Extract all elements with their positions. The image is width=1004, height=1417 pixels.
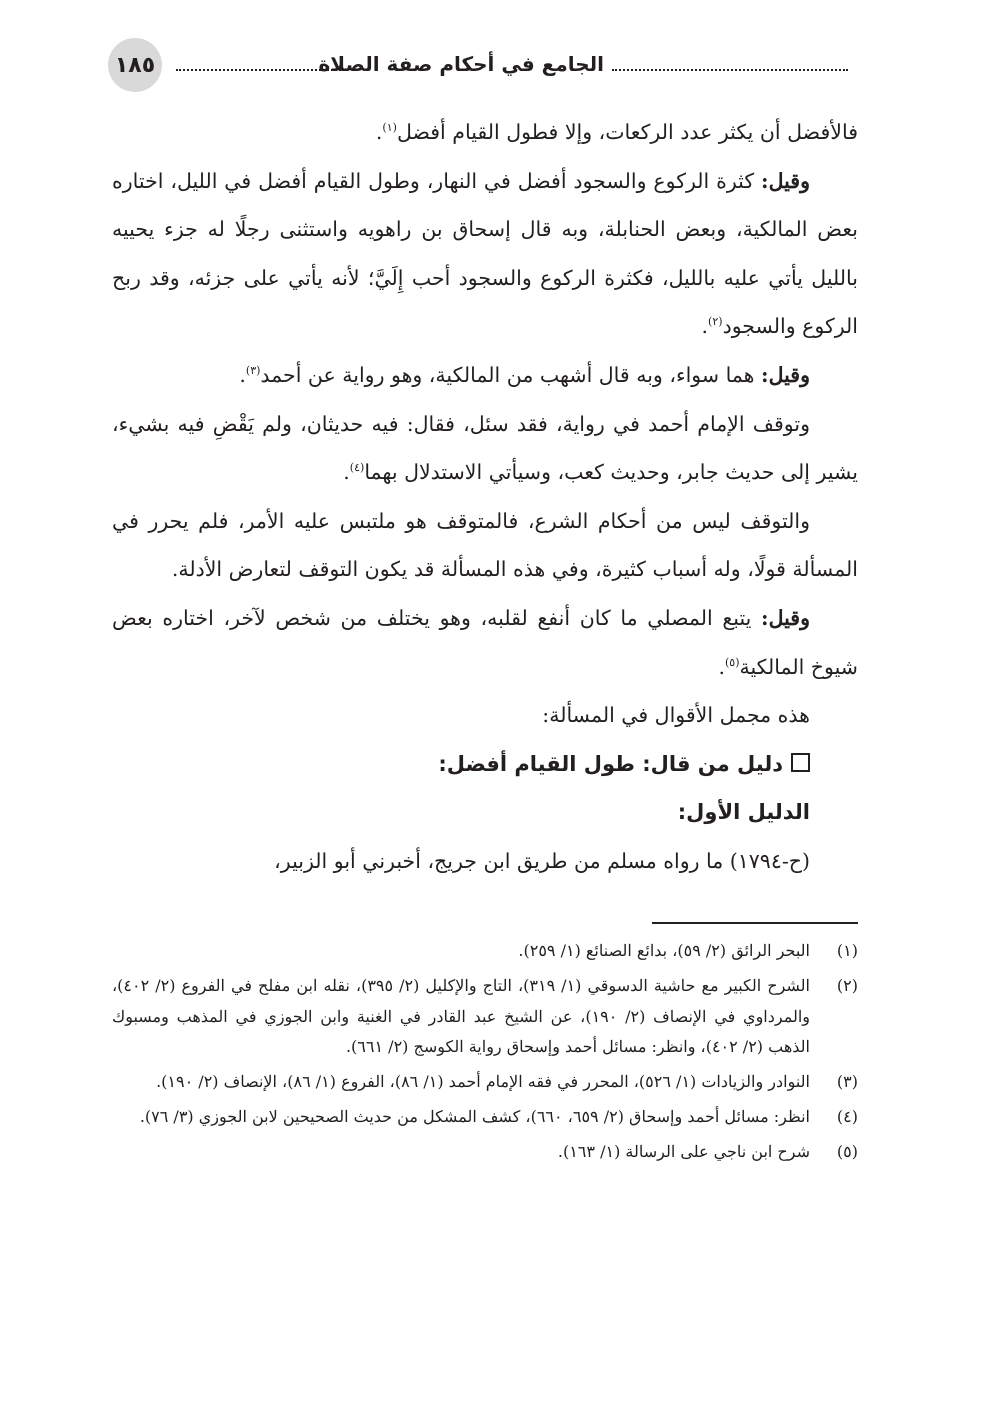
footnote-number: (٤) (836, 1106, 858, 1126)
paragraph-1: فالأفضل أن يكثر عدد الركعات، وإلا فطول القيام أفضل$^{(١)}$. (375, 120, 858, 144)
footnote-5 (112, 1137, 858, 1168)
footnote-number: (٥) (836, 1141, 858, 1161)
footnote-ref-2[interactable]: (٢) (708, 315, 723, 329)
footnote-text: البحر الرائق (٢/ ٥٩)، بدائع الصنائع (١/ ٢٥٩). (518, 941, 810, 960)
footnote-text: انظر: مسائل أحمد وإسحاق (٢/ ٦٥٩، ٦٦٠)، كشف المشكل من حديث الصحيحين لابن الجوزي (٣/ ٧٦). (139, 1106, 810, 1126)
footnote-ref-1[interactable]: (١) (382, 121, 397, 135)
footnote-2 (112, 971, 858, 1063)
paragraph-3-text: هما سواء، وبه قال أشهب من المالكية، وهو رواية عن أحمد (260, 362, 762, 387)
footnote-3 (112, 1067, 858, 1098)
page-number: ١٨٥ (114, 52, 156, 78)
footnote-4 (112, 1102, 858, 1133)
paragraph-7: هذه مجمل الأقوال في المسألة: (542, 703, 810, 728)
footnote-text: النوادر والزيادات (١/ ٥٢٦)، المحرر في فقه الإمام أحمد (١/ ٨٦)، الفروع (١/ ٨٦)، الإنصاف (٢/ ١٩٠). (156, 1072, 810, 1092)
paragraph-5: والتوقف ليس من أحكام الشرع، فالمتوقف هو ملتبس عليه الأمر، فلم يحرر في المسألة قولًا، وله أسباب كثيرة، وفي هذه المسألة قد يكون التوقف لتعارض الأدلة. (112, 508, 858, 582)
subsection-heading: الدليل الأول: (677, 800, 810, 825)
header-dotted-rule-right (612, 69, 848, 71)
checkbox-icon (791, 753, 810, 772)
paragraph-8: (ح-١٧٩٤) ما رواه مسلم من طريق ابن جريج، أخبرني أبو الزبير، (274, 848, 810, 873)
paragraph-2: وقيل: كثرة الركوع والسجود أفضل في النهار، وطول القيام أفضل في الليل، اختاره بعض المالكية، وبعض الحنابلة، وبه قال إسحاق بن راهويه واستثنى رجلًا له جزء يحييه بالليل يأتي عليه بالليل، فكثرة الركوع والسجود أحب إِلَيَّ؛ لأنه يأتي على جزئه، وقد ربح الركوع والسجود$^{(٢)}$. (112, 168, 858, 339)
footnote-1 (112, 936, 858, 967)
paragraph-6-text: يتبع المصلي ما كان أنفع لقلبه، وهو يختلف من شخص لآخر، اختاره بعض شيوخ المالكية (112, 605, 858, 679)
footnotes (112, 936, 858, 1172)
footnote-number: (١) (836, 941, 858, 960)
paragraph-3: وقيل: هما سواء، وبه قال أشهب من المالكية، وهو رواية عن أحمد$^{(٣)}$. (239, 362, 810, 387)
book-title: الجامع في أحكام صفة الصلاة (318, 52, 604, 76)
paragraph-4: وتوقف الإمام أحمد في رواية، فقد سئل، فقال: فيه حديثان، ولم يَقْضِ فيه بشيء، يشير إلى حديث جابر، وحديث كعب، وسيأتي الاستدلال بهما$^{(٤)}$. (112, 411, 858, 485)
main-text (112, 108, 858, 886)
section-heading-text: دليل من قال: طول القيام أفضل: (438, 751, 783, 776)
paragraph-6-lead: وقيل: (761, 605, 810, 630)
footnote-ref-3[interactable]: (٣) (245, 364, 261, 378)
footnote-number: (٣) (836, 1072, 858, 1092)
paragraph-2-text: كثرة الركوع والسجود أفضل في النهار، وطول القيام أفضل في الليل، اختاره بعض المالكية، وبعض الحنابلة، وبه قال إسحاق بن راهويه واستثنى رجلًا له جزء يحييه بالليل يأتي عليه بالليل، فكثرة الركوع والسجود أحب إِلَيَّ؛ لأنه يأتي على جزئه، وقد ربح الركوع والسجود (112, 168, 858, 339)
page-number-badge (108, 38, 162, 92)
paragraph-2-lead: وقيل: (761, 168, 810, 193)
paragraph-6: وقيل: يتبع المصلي ما كان أنفع لقلبه، وهو يختلف من شخص لآخر، اختاره بعض شيوخ المالكية$^{(٥)}$. (112, 605, 858, 679)
footnote-text: شرح ابن ناجي على الرسالة (١/ ١٦٣). (557, 1141, 810, 1161)
page-header (108, 38, 848, 98)
footnote-separator (652, 922, 858, 924)
paragraph-3-lead: وقيل: (761, 362, 810, 387)
footnote-ref-5[interactable]: (٥) (724, 655, 740, 669)
paragraph-4-text: وتوقف الإمام أحمد في رواية، فقد سئل، فقال: فيه حديثان، ولم يَقْضِ فيه بشيء، يشير إلى حديث جابر، وحديث كعب، وسيأتي الاستدلال بهما (112, 411, 858, 485)
footnote-number: (٢) (836, 975, 858, 995)
paragraph-1-text: فالأفضل أن يكثر عدد الركعات، وإلا فطول القيام أفضل (396, 120, 858, 144)
section-heading (112, 740, 858, 789)
footnote-text: الشرح الكبير مع حاشية الدسوقي (١/ ٣١٩)، التاج والإكليل (٢/ ٣٩٥)، نقله ابن مفلح في الفروع (٢/ ٤٠٢)، والمرداوي في الإنصاف (٢/ ١٩٠)، عن الشيخ عبد القادر في الغنية وابن الجوزي في المذهب ومسبوك الذهب (٢/ ٤٠٢)، وانظر: مسائل أحمد وإسحاق رواية الكوسج (٢/ ٦٦١). (112, 975, 810, 1057)
footnote-ref-4[interactable]: (٤) (349, 461, 365, 475)
